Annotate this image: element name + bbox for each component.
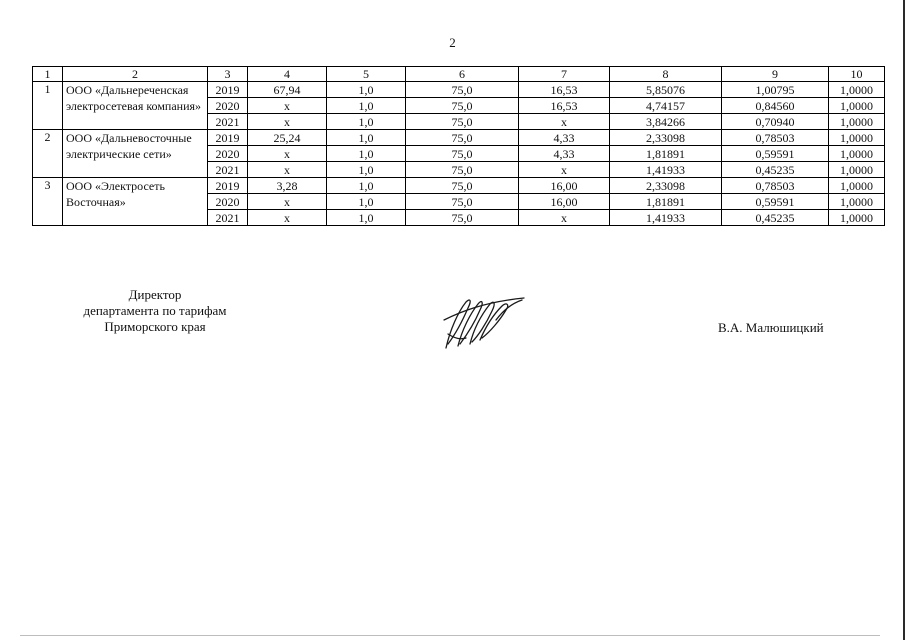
value-cell: 75,0 <box>406 130 519 146</box>
value-cell: 0,84560 <box>722 98 829 114</box>
value-cell: 16,53 <box>519 82 610 98</box>
column-header: 10 <box>829 67 885 82</box>
value-cell: 1,0000 <box>829 178 885 194</box>
value-cell: 1,0000 <box>829 162 885 178</box>
column-header: 6 <box>406 67 519 82</box>
page-number: 2 <box>449 35 456 50</box>
value-cell: x <box>248 98 327 114</box>
year-cell: 2021 <box>208 210 248 226</box>
year-cell: 2020 <box>208 98 248 114</box>
value-cell: 1,81891 <box>610 194 722 210</box>
value-cell: 2,33098 <box>610 130 722 146</box>
year-cell: 2019 <box>208 130 248 146</box>
column-header: 1 <box>33 67 63 82</box>
value-cell: 75,0 <box>406 146 519 162</box>
value-cell: 1,0000 <box>829 146 885 162</box>
value-cell: 0,59591 <box>722 194 829 210</box>
value-cell: 1,0 <box>327 178 406 194</box>
value-cell: 16,00 <box>519 194 610 210</box>
organization-name-cell: ООО «Электросеть Восточная» <box>63 178 208 226</box>
value-cell: 16,53 <box>519 98 610 114</box>
table-row <box>33 130 885 146</box>
value-cell: 75,0 <box>406 162 519 178</box>
signer-title-line: департамента по тарифам <box>83 303 227 318</box>
value-cell: 0,59591 <box>722 146 829 162</box>
value-cell: x <box>248 162 327 178</box>
value-cell: 1,0 <box>327 130 406 146</box>
value-cell: x <box>519 210 610 226</box>
value-cell: 1,0 <box>327 210 406 226</box>
value-cell: 1,0000 <box>829 210 885 226</box>
value-cell: 1,0000 <box>829 98 885 114</box>
value-cell: 1,0 <box>327 98 406 114</box>
value-cell: 1,0000 <box>829 82 885 98</box>
column-header: 8 <box>610 67 722 82</box>
value-cell: 0,45235 <box>722 162 829 178</box>
value-cell: 1,0000 <box>829 130 885 146</box>
value-cell: 5,85076 <box>610 82 722 98</box>
row-number-cell: 2 <box>33 130 63 178</box>
value-cell: 16,00 <box>519 178 610 194</box>
year-cell: 2020 <box>208 146 248 162</box>
signer-title-line: Директор <box>128 287 182 302</box>
value-cell: 4,33 <box>519 146 610 162</box>
value-cell: 0,45235 <box>722 210 829 226</box>
value-cell: 1,0 <box>327 146 406 162</box>
value-cell: 1,81891 <box>610 146 722 162</box>
year-cell: 2019 <box>208 178 248 194</box>
value-cell: 3,28 <box>248 178 327 194</box>
column-header: 4 <box>248 67 327 82</box>
signer-title <box>50 287 260 335</box>
organization-name-cell: ООО «Дальневосточные электрические сети» <box>63 130 208 178</box>
signer-title-line: Приморского края <box>104 319 206 334</box>
value-cell: 1,00795 <box>722 82 829 98</box>
column-header: 7 <box>519 67 610 82</box>
value-cell: x <box>248 210 327 226</box>
value-cell: 1,0 <box>327 82 406 98</box>
value-cell: 75,0 <box>406 98 519 114</box>
value-cell: 75,0 <box>406 178 519 194</box>
value-cell: 67,94 <box>248 82 327 98</box>
year-cell: 2020 <box>208 194 248 210</box>
tariff-table <box>32 66 885 226</box>
value-cell: x <box>248 114 327 130</box>
value-cell: 0,78503 <box>722 130 829 146</box>
column-header: 2 <box>63 67 208 82</box>
value-cell: x <box>519 162 610 178</box>
value-cell: x <box>519 114 610 130</box>
value-cell: 1,0 <box>327 114 406 130</box>
year-cell: 2019 <box>208 82 248 98</box>
value-cell: x <box>248 146 327 162</box>
column-header: 5 <box>327 67 406 82</box>
value-cell: 75,0 <box>406 194 519 210</box>
table-row <box>33 82 885 98</box>
value-cell: 4,33 <box>519 130 610 146</box>
value-cell: 25,24 <box>248 130 327 146</box>
scan-bottom-line <box>20 635 880 636</box>
value-cell: 2,33098 <box>610 178 722 194</box>
value-cell: x <box>248 194 327 210</box>
value-cell: 1,0 <box>327 162 406 178</box>
value-cell: 3,84266 <box>610 114 722 130</box>
value-cell: 75,0 <box>406 82 519 98</box>
value-cell: 75,0 <box>406 210 519 226</box>
table-row <box>33 178 885 194</box>
value-cell: 1,0000 <box>829 114 885 130</box>
row-number-cell: 3 <box>33 178 63 226</box>
table-header-row <box>33 67 885 82</box>
year-cell: 2021 <box>208 162 248 178</box>
signer-name: В.А. Малюшицкий <box>718 320 824 335</box>
row-number-cell: 1 <box>33 82 63 130</box>
value-cell: 1,0 <box>327 194 406 210</box>
value-cell: 4,74157 <box>610 98 722 114</box>
column-header: 9 <box>722 67 829 82</box>
value-cell: 1,0000 <box>829 194 885 210</box>
value-cell: 0,78503 <box>722 178 829 194</box>
value-cell: 1,41933 <box>610 162 722 178</box>
value-cell: 75,0 <box>406 114 519 130</box>
organization-name-cell: ООО «Дальнереченская электросетевая компания» <box>63 82 208 130</box>
column-header: 3 <box>208 67 248 82</box>
handwritten-signature-icon <box>440 290 530 352</box>
value-cell: 1,41933 <box>610 210 722 226</box>
value-cell: 0,70940 <box>722 114 829 130</box>
year-cell: 2021 <box>208 114 248 130</box>
